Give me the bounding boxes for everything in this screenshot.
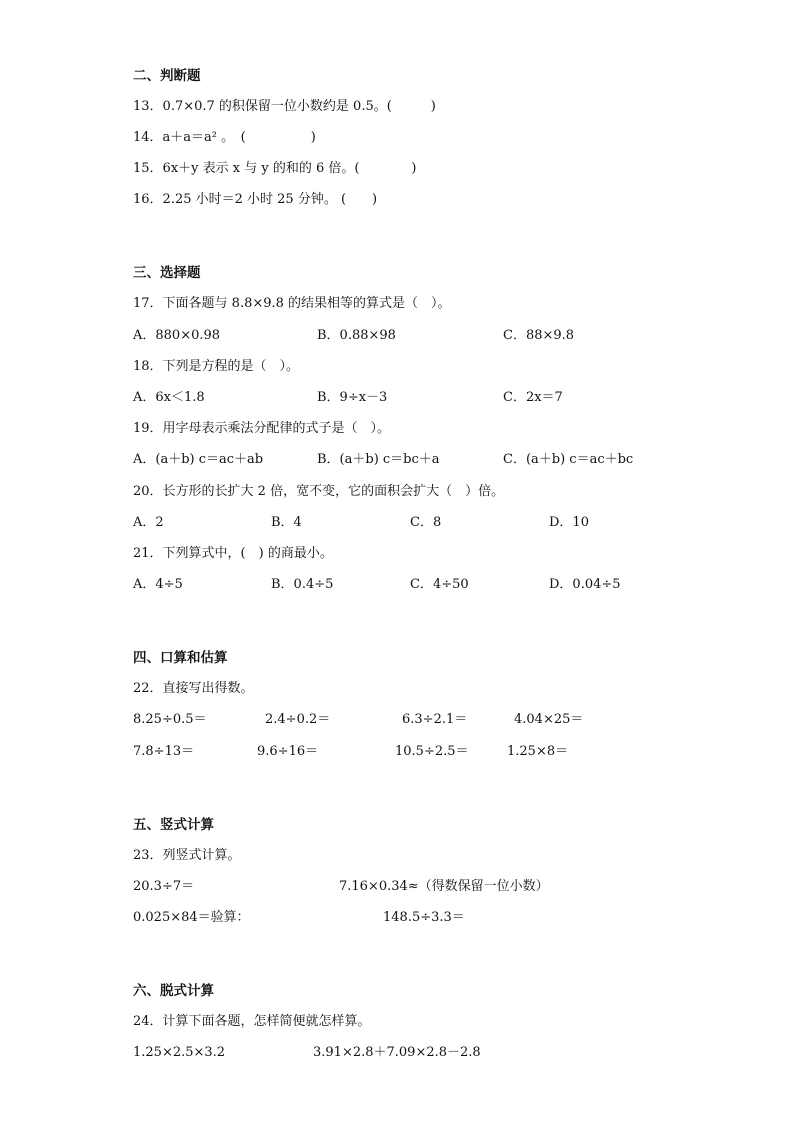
q18-option-a: A．6x＜1.8	[133, 390, 205, 405]
question-24: 24．计算下面各题，怎样简便就怎样算。	[133, 1014, 371, 1029]
vertical-item: 7.16×0.34≈（得数保留一位小数）	[339, 879, 549, 894]
section-heading-judgment: 二、判断题	[133, 68, 201, 84]
question-17: 17．下面各题与 8.8×9.8 的结果相等的算式是（ ）。	[133, 296, 451, 311]
q21-option-c: C．4÷50	[410, 577, 469, 592]
mental-item: 10.5÷2.5＝	[395, 744, 469, 759]
mental-item: 7.8÷13＝	[133, 744, 195, 759]
q21-option-d: D．0.04÷5	[549, 577, 621, 592]
vertical-item: 148.5÷3.3＝	[383, 910, 465, 925]
q20-option-b: B．4	[271, 515, 302, 530]
question-15: 15．6x＋y 表示 x 与 y 的和的 6 倍。( )	[133, 161, 417, 176]
vertical-item: 20.3÷7＝	[133, 879, 195, 894]
q20-option-a: A．2	[133, 515, 164, 530]
mental-item: 4.04×25＝	[514, 712, 584, 727]
mental-item: 2.4÷0.2＝	[265, 712, 331, 727]
vertical-item: 0.025×84＝验算：	[133, 910, 250, 925]
question-19: 19．用字母表示乘法分配律的式子是（ ）。	[133, 421, 391, 436]
section-heading-stepwise-calc: 六、脱式计算	[133, 983, 214, 999]
q18-option-c: C．2x＝7	[503, 390, 563, 405]
stepwise-item: 3.91×2.8＋7.09×2.8－2.8	[313, 1045, 481, 1060]
stepwise-item: 1.25×2.5×3.2	[133, 1045, 226, 1060]
q17-option-c: C．88×9.8	[503, 328, 575, 343]
question-13: 13．0.7×0.7 的积保留一位小数约是 0.5。( )	[133, 99, 436, 114]
q21-option-b: B．0.4÷5	[271, 577, 334, 592]
q17-option-a: A．880×0.98	[133, 328, 221, 343]
q19-option-b: B．(a＋b) c＝bc＋a	[317, 452, 440, 467]
question-18: 18．下列是方程的是（ ）。	[133, 359, 300, 374]
q18-option-b: B．9÷x－3	[317, 390, 388, 405]
mental-item: 6.3÷2.1＝	[402, 712, 468, 727]
q20-option-d: D．10	[549, 515, 589, 530]
question-14: 14．a＋a＝a² 。 ( )	[133, 130, 316, 145]
q19-option-c: C．(a＋b) c＝ac＋bc	[503, 452, 634, 467]
section-heading-vertical-calc: 五、竖式计算	[133, 817, 214, 833]
mental-item: 8.25÷0.5＝	[133, 712, 207, 727]
mental-item: 1.25×8＝	[507, 744, 569, 759]
q20-option-c: C．8	[410, 515, 442, 530]
section-heading-mental-math: 四、口算和估算	[133, 650, 228, 666]
question-22: 22．直接写出得数。	[133, 681, 254, 696]
q17-option-b: B．0.88×98	[317, 328, 396, 343]
question-23: 23．列竖式计算。	[133, 848, 241, 863]
q21-option-a: A．4÷5	[133, 577, 183, 592]
q19-option-a: A．(a＋b) c＝ac＋ab	[133, 452, 264, 467]
question-20: 20．长方形的长扩大 2 倍，宽不变，它的面积会扩大（ ）倍。	[133, 484, 505, 499]
question-16: 16．2.25 小时＝2 小时 25 分钟。 ( )	[133, 192, 378, 207]
mental-item: 9.6÷16＝	[257, 744, 319, 759]
question-21: 21．下列算式中，( ) 的商最小。	[133, 546, 333, 561]
section-heading-choice: 三、选择题	[133, 265, 201, 281]
